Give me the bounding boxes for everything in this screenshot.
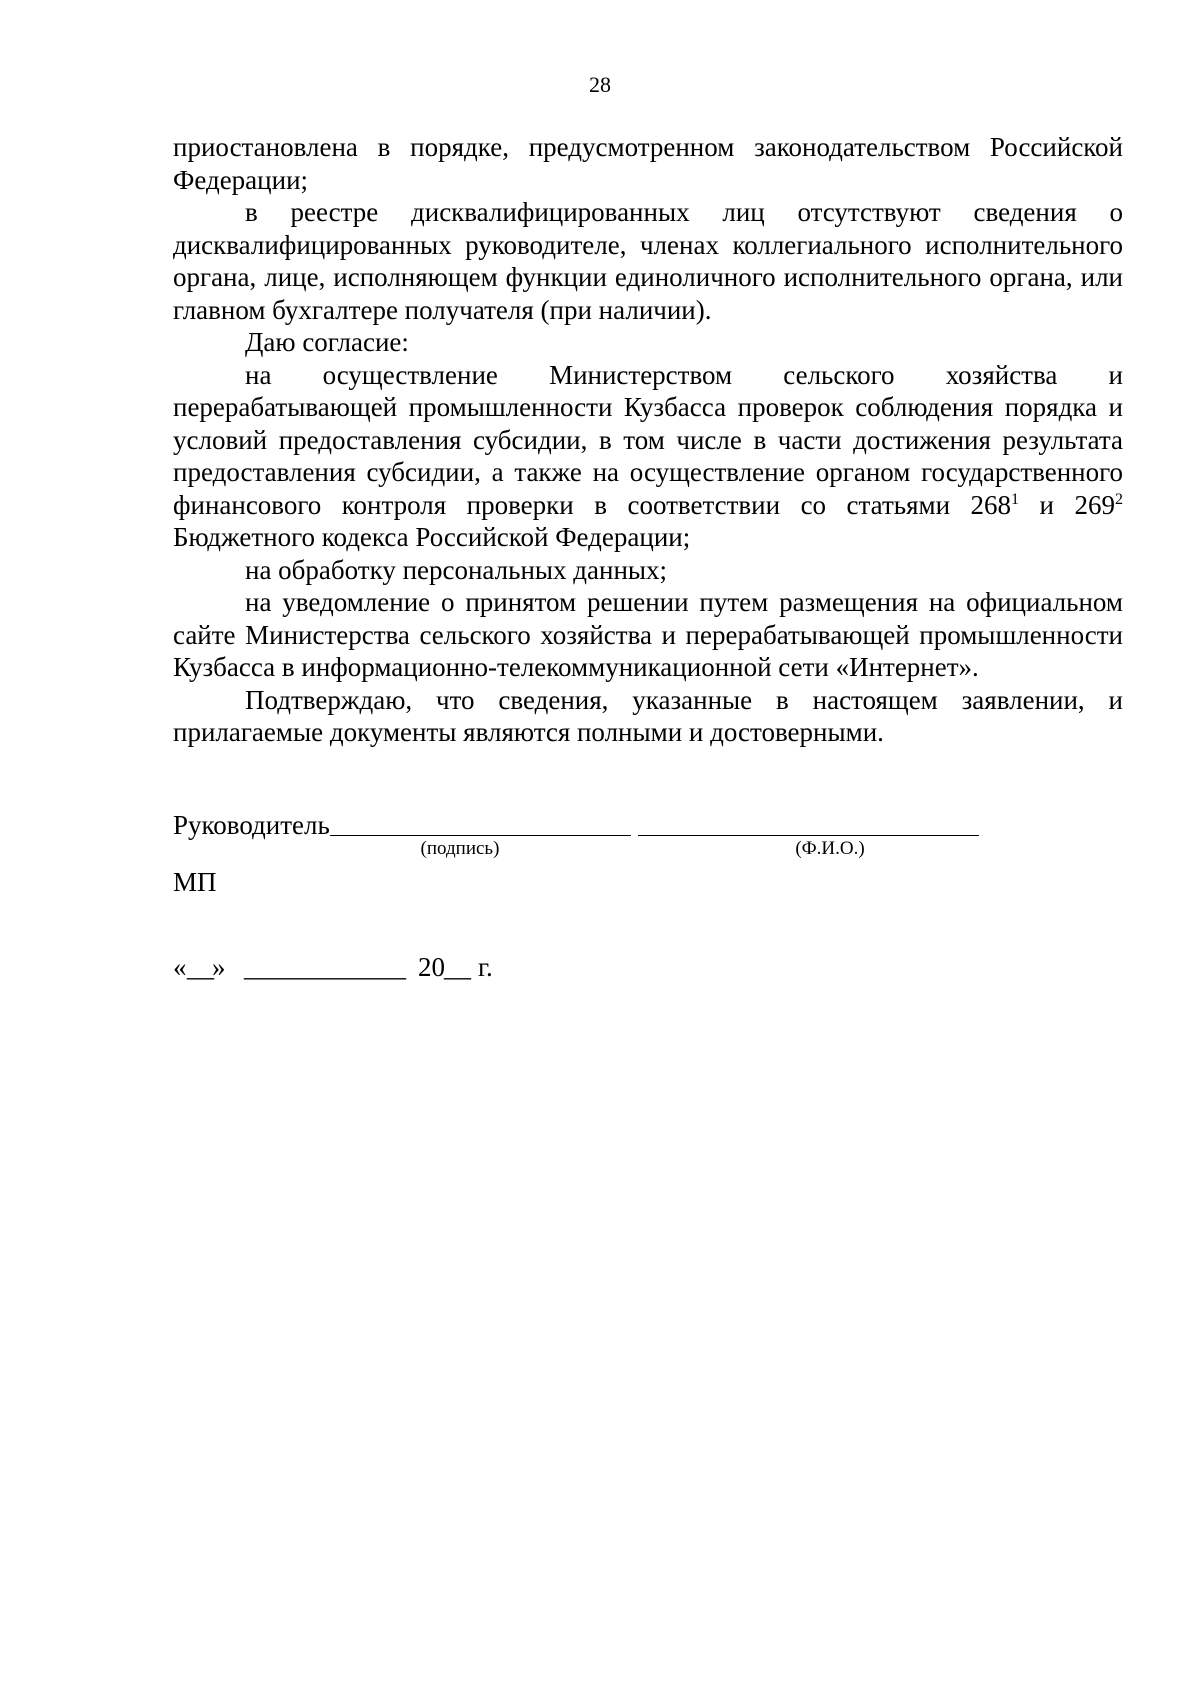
- date-open-quote: «: [173, 952, 187, 982]
- date-row: [173, 950, 773, 984]
- consent-inspections-text: на осуществление Министерством сельского хозяйства и перерабатывающей промышленности Кузбасса проверок соблюдения порядка и условий предоставления субсидии, в том числе в части достижения результата предоставления субсидии, а также на осуществление органом государственного финансового контроля проверки в соответствии со статьями 268: [173, 359, 1123, 520]
- paragraph-consent-personal-data: на обработку персональных данных;: [245, 554, 668, 585]
- paragraph-continuation: приостановлена в порядке, предусмотренном законодательством Российской Федерации;: [173, 132, 1123, 195]
- paragraph-disqualified-registry: в реестре дисквалифицированных лиц отсутствуют сведения о дисквалифицированных руководителе, членах коллегиального исполнительного органа, лице, исполняющем функции единоличного исполнительного органа, или главном бухгалтере получателя (при наличии).: [173, 197, 1123, 325]
- date-month-blank: ____________: [244, 952, 406, 982]
- paragraph-consent-heading: Даю согласие:: [245, 327, 409, 357]
- date-close-quote: »: [212, 952, 226, 982]
- signature-label: Руководитель: [173, 810, 330, 840]
- date-year-prefix: 20: [418, 952, 445, 982]
- signature-row: [173, 808, 1073, 842]
- signature-line: [330, 835, 631, 836]
- paragraph-consent-inspections: [173, 359, 1123, 554]
- consent-inspections-text-3: Бюджетного кодекса Российской Федерации;: [173, 522, 691, 552]
- superscript-1: 1: [1011, 490, 1020, 508]
- date-year-suffix: г.: [478, 952, 493, 982]
- document-body: [173, 131, 1123, 749]
- signature-caption: (подпись): [420, 838, 500, 859]
- page-number: 28: [589, 72, 611, 97]
- date-day-blank: __: [187, 952, 214, 982]
- consent-inspections-text-2: и 269: [1019, 489, 1115, 520]
- stamp-place: МП: [173, 867, 217, 897]
- name-line: [638, 835, 979, 836]
- superscript-2: 2: [1115, 490, 1123, 508]
- paragraph-confirmation: Подтверждаю, что сведения, указанные в настоящем заявлении, и прилагаемые документы являются полными и достоверными.: [173, 684, 1123, 747]
- date-year-blank: __: [444, 952, 471, 982]
- paragraph-consent-notification: на уведомление о принятом решении путем размещения на официальном сайте Министерства сельского хозяйства и перерабатывающей промышленности Кузбасса в информационно-телекоммуникационной сети «Интернет».: [173, 587, 1123, 682]
- name-caption: (Ф.И.О.): [795, 838, 865, 859]
